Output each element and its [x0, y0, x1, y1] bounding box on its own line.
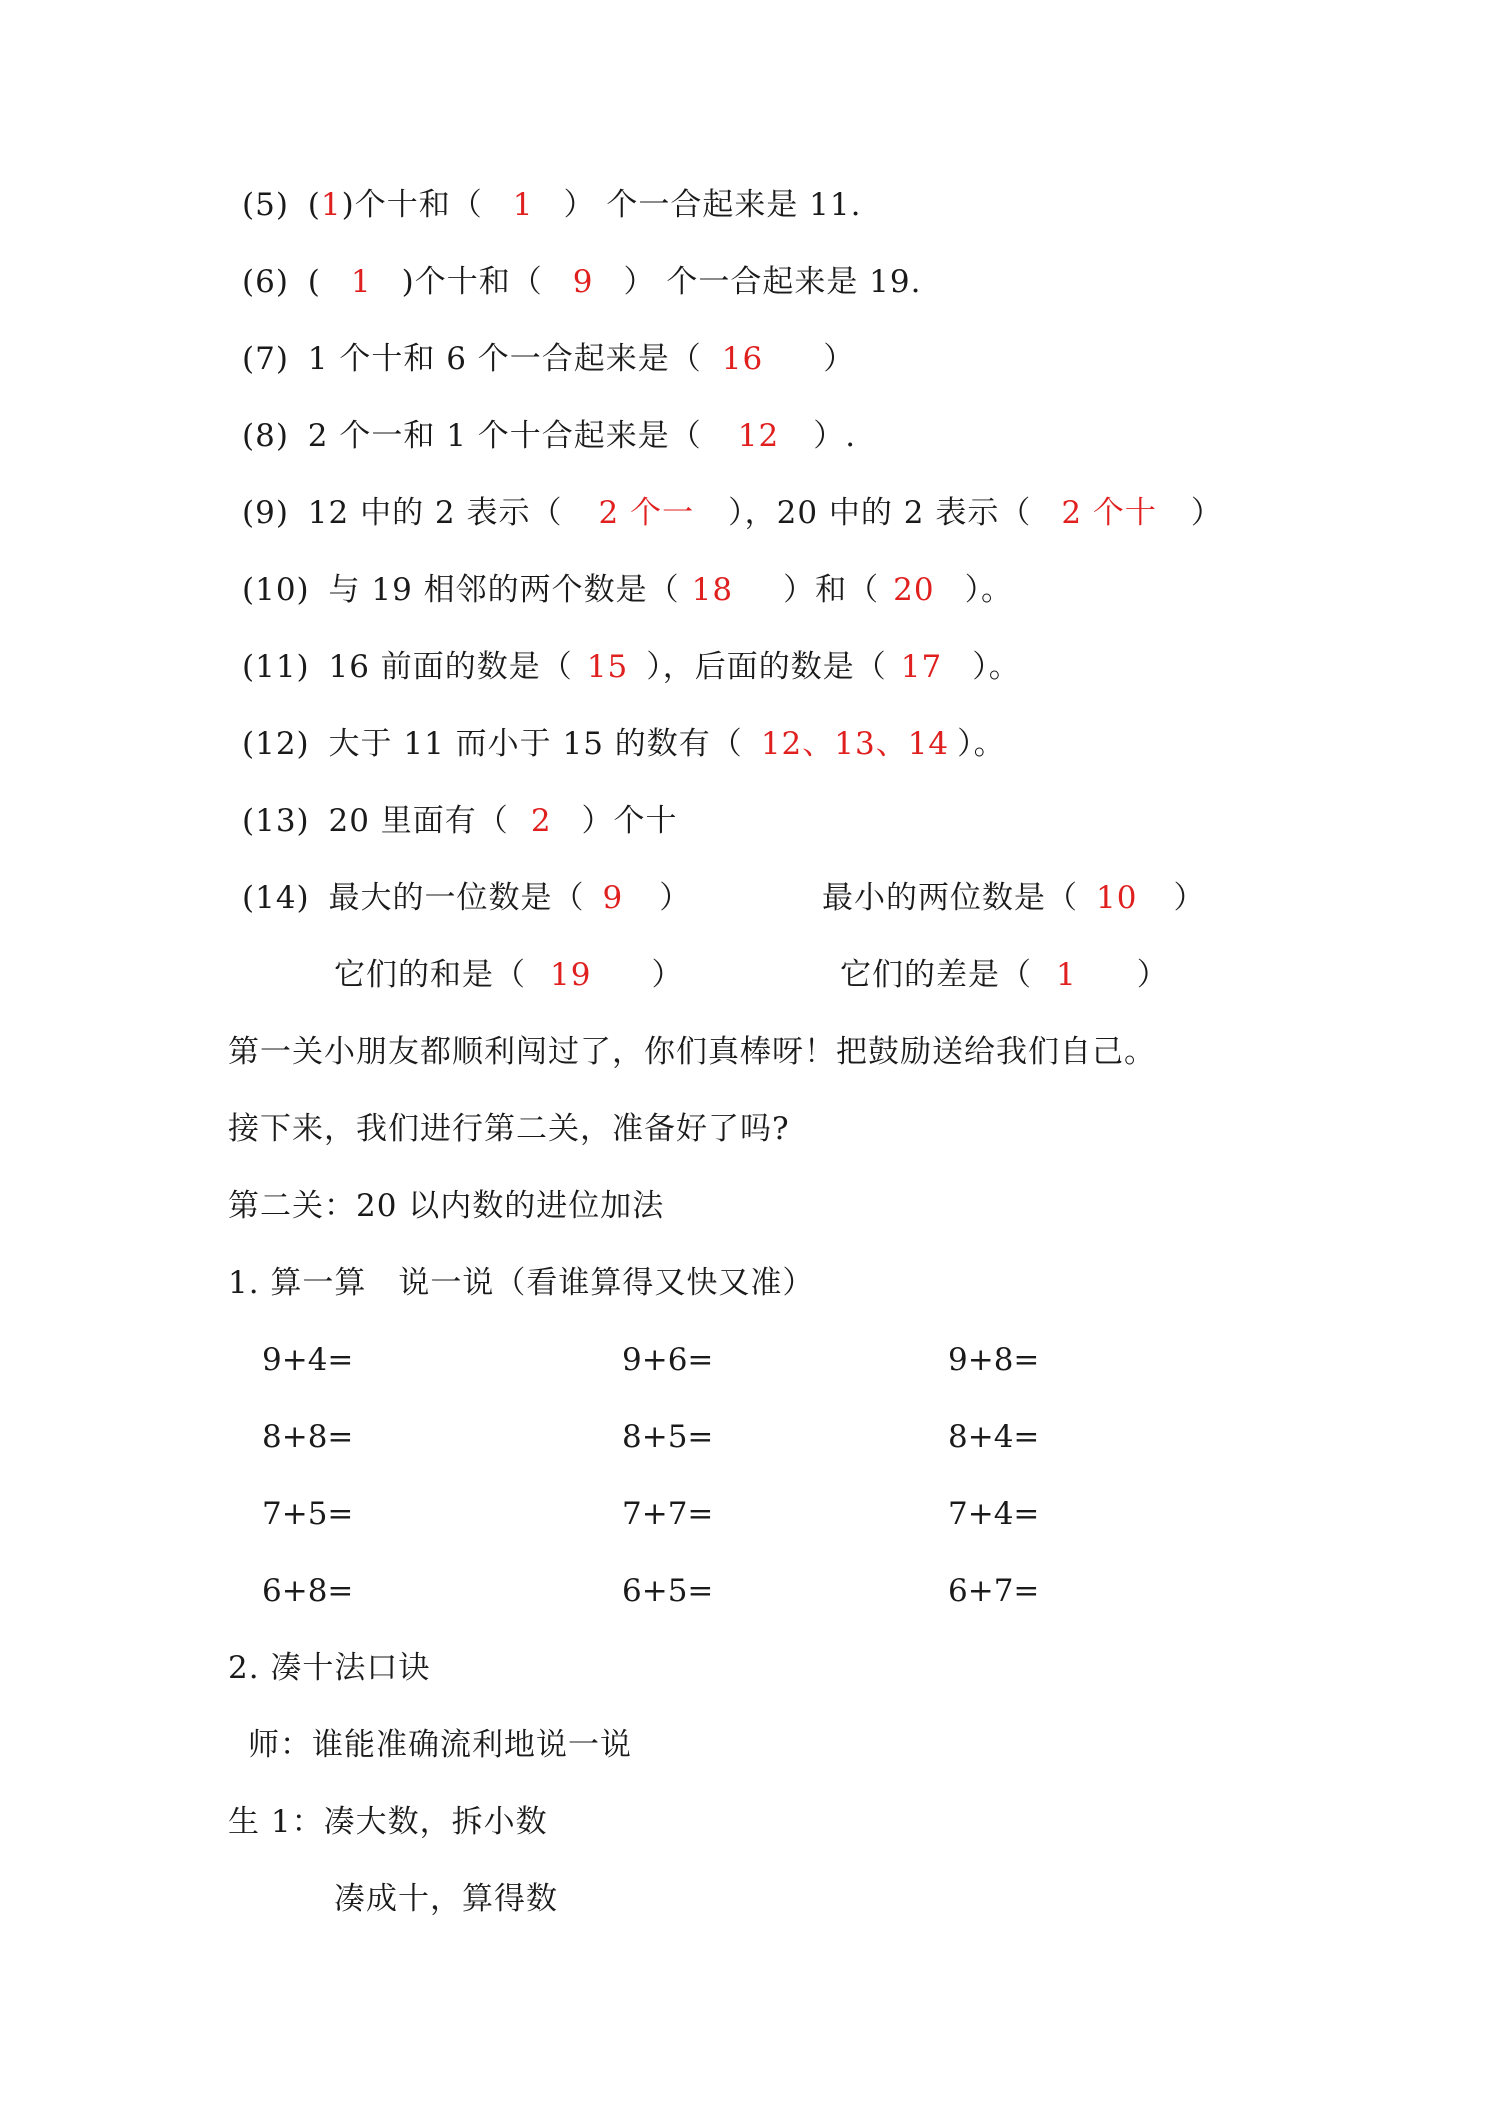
equation: 8+4=: [948, 1419, 1040, 1455]
answer-blank: 2 个十: [1061, 495, 1157, 531]
question-number: (10): [242, 572, 310, 608]
answer-blank: 1: [320, 187, 342, 223]
question-text: ）。: [972, 649, 1021, 685]
answer-blank: 2: [530, 803, 552, 839]
question-text: )个十和（: [341, 187, 483, 223]
answer-blank: 18: [691, 572, 734, 608]
question-text: ）和（: [783, 572, 880, 608]
question-text: 最大的一位数是（: [328, 880, 585, 916]
question-11: [242, 647, 1021, 687]
answer-blank: 20: [893, 572, 935, 608]
equation: 7+4=: [948, 1496, 1040, 1532]
question-text: 它们的和是（: [334, 957, 526, 993]
question-text: ）: [823, 341, 856, 377]
task1-heading: 1. 算一算 说一说（看谁算得又快又准）: [228, 1265, 815, 1301]
answer-blank: 15: [586, 649, 629, 685]
equation: 9+6=: [622, 1342, 714, 1378]
question-7: [242, 339, 855, 379]
answer-blank: 1: [1056, 957, 1077, 993]
question-13: [242, 801, 678, 841]
equation: 8+8=: [262, 1419, 354, 1455]
question-text: 它们的差是（: [840, 957, 1032, 993]
praise-paragraph: 第一关小朋友都顺利闯过了，你们真棒呀！把鼓励送给我们自己。: [228, 1034, 1156, 1070]
question-text: ）: [651, 957, 684, 993]
question-text: ）: [1136, 957, 1169, 993]
answer-blank: 10: [1096, 880, 1138, 916]
answer-blank: 12、13、14: [760, 726, 950, 762]
equation: 7+7=: [622, 1496, 714, 1532]
question-number: (9): [242, 495, 289, 531]
question-6: [242, 262, 921, 302]
question-9: [242, 493, 1223, 533]
equation: 9+4=: [262, 1342, 354, 1378]
equation: 9+8=: [948, 1342, 1040, 1378]
question-text: ）: [1173, 880, 1206, 916]
answer-blank: 1: [350, 264, 372, 300]
question-number: (5): [242, 187, 289, 223]
question-10: [242, 570, 1013, 610]
question-text: ） 个一合起来是 11.: [563, 187, 862, 223]
answer-blank: 17: [900, 649, 943, 685]
student1-line: 生 1：凑大数，拆小数: [228, 1804, 548, 1840]
equation: 6+8=: [262, 1573, 354, 1609]
question-text: ）。: [964, 572, 1014, 608]
question-text: 大于 11 而小于 15 的数有（: [328, 726, 743, 762]
question-text: ） 个一合起来是 19.: [623, 264, 922, 300]
answer-blank: 9: [572, 264, 594, 300]
answer-blank: 19: [550, 957, 592, 993]
question-8: [242, 416, 856, 456]
question-14-sum: [334, 955, 683, 995]
question-number: (14): [242, 880, 310, 916]
question-text: ）个十: [581, 803, 678, 839]
next-level-paragraph: 接下来，我们进行第二关，准备好了吗?: [228, 1111, 790, 1147]
question-number: (7): [242, 341, 289, 377]
question-text: 1 个十和 6 个一合起来是（: [307, 341, 702, 377]
equation: 6+7=: [948, 1573, 1040, 1609]
question-text: (: [307, 187, 321, 223]
question-text: ），后面的数是（: [646, 649, 887, 685]
question-12: [242, 724, 1006, 764]
question-text: 12 中的 2 表示（: [307, 495, 563, 531]
answer-blank: 2 个一: [598, 495, 695, 531]
answer-blank: 12: [737, 418, 780, 454]
question-14-left: [242, 878, 691, 918]
question-text: 与 19 相邻的两个数是（: [328, 572, 680, 608]
question-text: )个十和（: [401, 264, 543, 300]
question-text: ）: [1190, 495, 1223, 531]
task2-heading: 2. 凑十法口诀: [228, 1650, 431, 1686]
question-number: (13): [242, 803, 310, 839]
answer-blank: 1: [512, 187, 534, 223]
question-14-diff: [840, 955, 1169, 995]
question-text: 2 个一和 1 个十合起来是（: [307, 418, 702, 454]
question-text: ）: [659, 880, 692, 916]
question-text: 20 里面有（: [328, 803, 509, 839]
question-5: [242, 185, 861, 225]
question-number: (12): [242, 726, 310, 762]
question-14-right: [822, 878, 1205, 918]
equation: 7+5=: [262, 1496, 354, 1532]
question-text: (: [307, 264, 321, 300]
question-text: ），20 中的 2 表示（: [728, 495, 1032, 531]
question-number: (8): [242, 418, 289, 454]
question-text: ）。: [957, 726, 1006, 762]
answer-blank: 9: [602, 880, 624, 916]
answer-blank: 16: [721, 341, 764, 377]
question-number: (11): [242, 649, 310, 685]
teacher-line: 师：谁能准确流利地说一说: [248, 1727, 632, 1763]
equation: 8+5=: [622, 1419, 714, 1455]
student1-line-2: 凑成十，算得数: [334, 1881, 558, 1917]
equation: 6+5=: [622, 1573, 714, 1609]
question-number: (6): [242, 264, 289, 300]
question-text: 16 前面的数是（: [328, 649, 573, 685]
level2-title: 第二关：20 以内数的进位加法: [228, 1188, 665, 1224]
question-text: ）.: [813, 418, 857, 454]
question-text: 最小的两位数是（: [822, 880, 1078, 916]
